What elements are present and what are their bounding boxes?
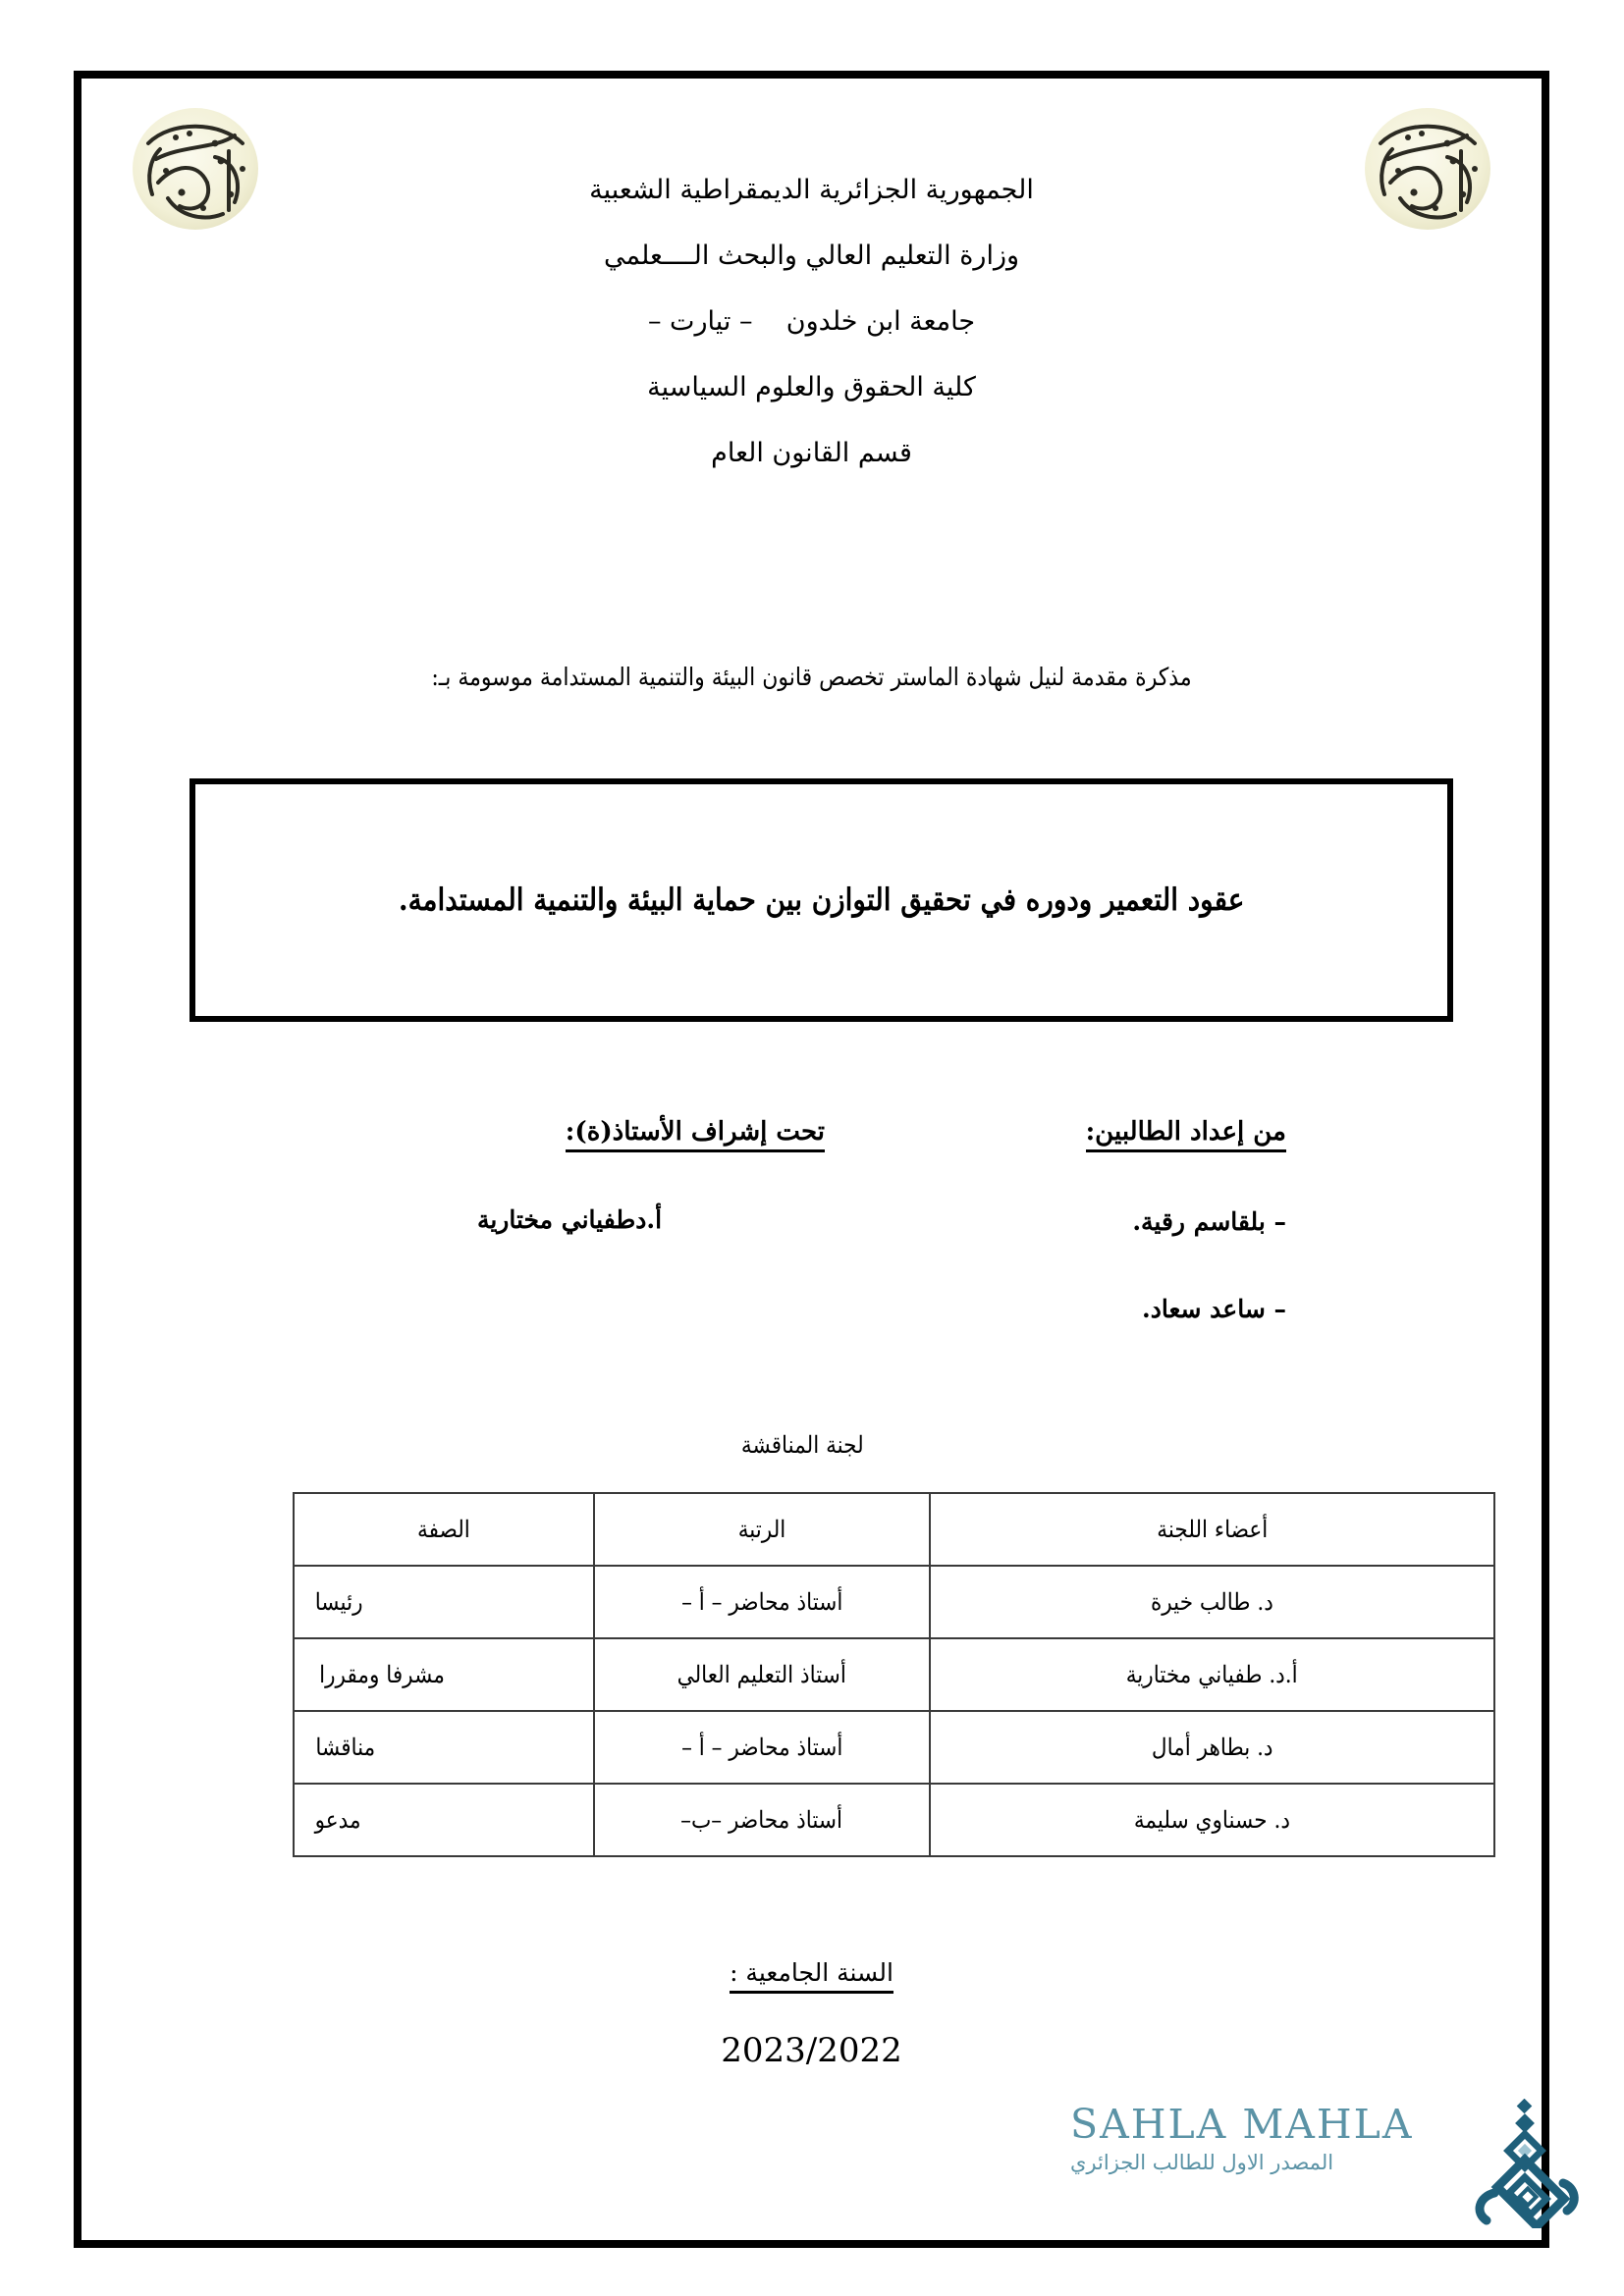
jury-member-name: د. بطاهر أمال [930,1711,1494,1784]
header-line-republic: الجمهورية الجزائرية الديمقراطية الشعبية [589,175,1034,205]
table-row [294,1566,1494,1638]
column-header-rank: الرتبة [594,1493,930,1566]
table-row [294,1638,1494,1711]
header-line-ministry: وزارة التعليم العالي والبحث الــــعلمي [603,240,1020,271]
header-line-faculty: كلية الحقوق والعلوم السياسية [647,372,976,402]
academic-year-label: السنة الجامعية : [730,1958,893,1994]
students-heading: من إعداد الطالبين: [1086,1117,1286,1152]
table-row [294,1784,1494,1856]
jury-member-rank: أستاذ التعليم العالي [594,1638,930,1711]
supervisor-column [353,1117,825,1234]
thesis-submission-statement: مذكرة مقدمة لنيل شهادة الماستر تخصص قانون البيئة والتنمية المستدامة موسومة بـ: [431,663,1192,691]
jury-member-name: أ.د. طفياني مختارية [930,1638,1494,1711]
supervisor-name: أ.دطفياني مختارية [476,1205,663,1234]
authorship-section [189,1117,1453,1412]
jury-caption: لجنة المناقشة [741,1431,864,1459]
jury-member-role: مشرفا ومقررا [294,1638,594,1711]
column-header-member: أعضاء اللجنة [930,1493,1494,1566]
thesis-title: عقود التعمير ودوره في تحقيق التوازن بين حماية البيئة والتنمية المستدامة. [398,882,1245,918]
jury-member-rank: أستاذ محاضر – أ – [594,1566,930,1638]
academic-year-value: 2023/2022 [721,2031,902,2070]
institutional-header [81,177,1542,506]
page-border-frame [74,71,1549,2248]
thesis-title-box [189,778,1453,1022]
watermark-brand-name: SAHLA MAHLA [1070,2101,1414,2148]
sahla-mahla-diamond-emblem-icon [1465,2099,1581,2228]
column-header-role: الصفة [294,1493,594,1566]
jury-member-role: مناقشا [294,1711,594,1784]
watermark-tagline: المصدر الاول للطالب الجزائري [1070,2151,1334,2174]
jury-member-rank: أستاذ محاضر – أ – [594,1711,930,1784]
student-name-2: – ساعد سعاد. [1142,1295,1286,1323]
jury-table [293,1492,1495,1857]
table-header-row [294,1493,1494,1566]
supervisor-heading: تحت إشراف الأستاذ(ة): [566,1117,825,1152]
jury-member-rank: أستاذ محاضر –ب– [594,1784,930,1856]
students-column [864,1117,1286,1323]
table-row [294,1711,1494,1784]
jury-member-role: رئيسا [294,1566,594,1638]
jury-member-name: د. طالب خيرة [930,1566,1494,1638]
header-line-department: قسم القانون العام [711,438,912,468]
academic-year-block [81,1958,1542,2070]
sahla-mahla-watermark [1070,2099,1581,2236]
jury-member-role: مدعو [294,1784,594,1856]
student-name-1: – بلقاسم رقية. [1132,1207,1286,1236]
jury-member-name: د. حسناوي سليمة [930,1784,1494,1856]
watermark-text [1070,2101,1492,2174]
header-line-university: جامعة ابن خلدون – تيارت – [647,306,976,337]
